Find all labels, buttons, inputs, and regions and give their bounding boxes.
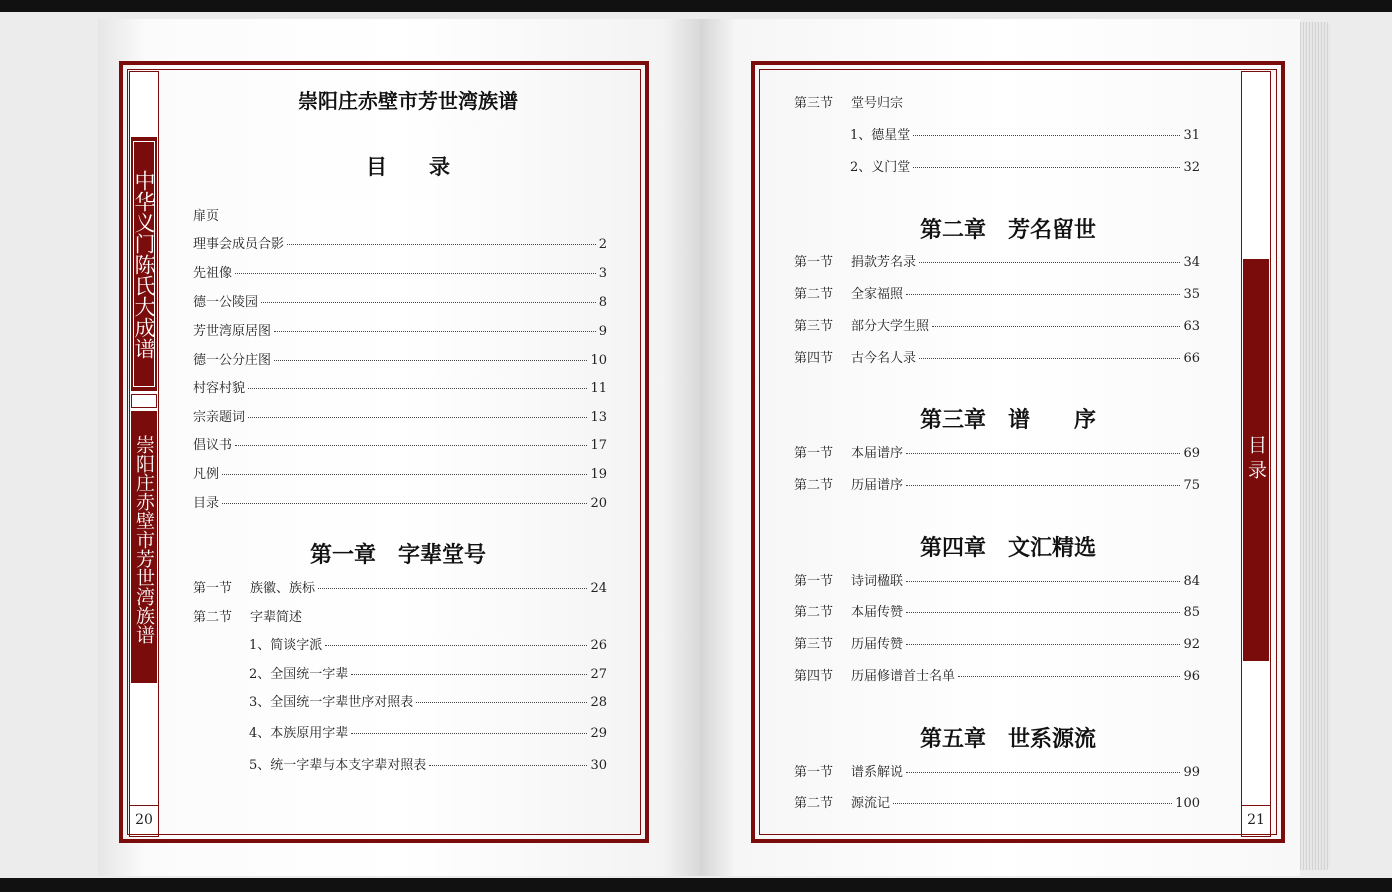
toc-page-number: 96: [1183, 669, 1200, 684]
toc-entry[interactable]: [193, 406, 607, 425]
toc-entry[interactable]: [850, 156, 1200, 175]
toc-entry[interactable]: [193, 349, 607, 368]
toc-entry-label: 历届传赞: [851, 637, 904, 652]
toc-section-number: 第二节: [794, 287, 834, 302]
toc-entry-label: 历届谱序: [851, 478, 904, 493]
toc-entry[interactable]: [249, 634, 607, 653]
toc-entry-label: 倡议书: [193, 438, 233, 453]
toc-section-number: 第四节: [794, 351, 834, 366]
toc-entry[interactable]: [193, 492, 607, 511]
toc-entry-label: 1、简谈字派: [249, 638, 323, 653]
toc-entry-label: 扉页: [193, 209, 220, 224]
toc-entry[interactable]: [794, 570, 1200, 589]
toc-entry[interactable]: [193, 463, 607, 482]
toc-entry-label: 目录: [193, 496, 220, 511]
toc-heading: 目 录: [366, 155, 450, 179]
toc-entry-label: 堂号归宗: [851, 96, 904, 111]
toc-entry[interactable]: [794, 792, 1200, 811]
spine-subtitle: 崇阳庄赤壁市芳世湾族谱: [133, 435, 155, 644]
toc-leader-dots: [906, 453, 1180, 454]
toc-entry-label: 4、本族原用字辈: [249, 726, 349, 741]
toc-leader-dots: [274, 360, 587, 361]
toc-leader-dots: [893, 803, 1172, 804]
toc-leader-dots: [351, 733, 587, 734]
toc-leader-dots: [906, 772, 1180, 773]
toc-page-number: 13: [590, 410, 607, 425]
toc-page-number: 28: [590, 695, 607, 710]
toc-leader-dots: [906, 581, 1180, 582]
toc-leader-dots: [913, 135, 1180, 136]
toc-leader-dots: [416, 702, 587, 703]
toc-section-number: 第一节: [794, 446, 834, 461]
toc-entry-label: 5、统一字辈与本支字辈对照表: [249, 758, 427, 773]
toc-entry-label: 理事会成员合影: [193, 237, 285, 252]
left-page[interactable]: [98, 19, 700, 876]
toc-section-number: 第一节: [794, 255, 834, 270]
toc-page-number: 10: [590, 353, 607, 368]
toc-entry-label: 本届谱序: [851, 446, 904, 461]
toc-entry-label: 谱系解说: [851, 765, 904, 780]
toc-section-number: 第四节: [794, 669, 834, 684]
book-title: 崇阳庄赤壁市芳世湾族谱: [298, 89, 518, 113]
toc-entry-label: 宗亲题词: [193, 410, 246, 425]
toc-page-number: 99: [1183, 765, 1200, 780]
toc-entry-label: 古今名人录: [851, 351, 917, 366]
toc-page-number: 92: [1183, 637, 1200, 652]
toc-page-number: 35: [1183, 287, 1200, 302]
toc-page-number: 19: [590, 467, 607, 482]
toc-leader-dots: [913, 167, 1180, 168]
toc-page-number: 2: [598, 237, 607, 252]
toc-entry[interactable]: [794, 283, 1200, 302]
toc-page-number: 29: [590, 726, 607, 741]
toc-section-number: 第二节: [794, 605, 834, 620]
toc-entry[interactable]: [794, 665, 1200, 684]
toc-entry-label: 3、全国统一字辈世序对照表: [249, 695, 414, 710]
toc-entry[interactable]: [193, 320, 607, 339]
toc-entry[interactable]: [193, 434, 607, 453]
chapter-title: 第五章 世系源流: [920, 727, 1097, 752]
right-page-number: 21: [1247, 812, 1265, 828]
toc-entry[interactable]: [850, 124, 1200, 143]
toc-leader-dots: [235, 445, 587, 446]
toc-leader-dots: [325, 645, 587, 646]
toc-section-number: 第三节: [794, 637, 834, 652]
chapter-title: 第三章 谱 序: [920, 408, 1097, 433]
spine-subtitle-block: [131, 411, 157, 683]
toc-entry[interactable]: [794, 92, 1200, 111]
toc-page-number: 26: [590, 638, 607, 653]
chapter-title: 第二章 芳名留世: [920, 218, 1097, 243]
toc-entry-label: 德一公陵园: [193, 295, 259, 310]
toc-entry[interactable]: [794, 761, 1200, 780]
book-spread: [98, 19, 1300, 876]
chapter1-title: 第一章 字辈堂号: [310, 543, 487, 568]
toc-leader-dots: [906, 612, 1180, 613]
toc-entry[interactable]: [249, 722, 607, 741]
toc-entry-label: 德一公分庄图: [193, 353, 272, 368]
toc-page-number: 20: [590, 496, 607, 511]
toc-leader-dots: [429, 765, 587, 766]
toc-leader-dots: [906, 644, 1180, 645]
viewer-top-bar: [0, 0, 1392, 12]
toc-page-number: 32: [1183, 160, 1200, 175]
right-page[interactable]: [700, 19, 1300, 876]
toc-page-number: 3: [598, 266, 607, 281]
toc-leader-dots: [919, 358, 1180, 359]
toc-page-number: 9: [598, 324, 607, 339]
spine-title: 中华义门陈氏大成谱: [132, 169, 156, 359]
toc-entry-label: 2、全国统一字辈: [249, 667, 349, 682]
toc-page-number: 63: [1183, 319, 1200, 334]
toc-page-number: 84: [1183, 574, 1200, 589]
toc-section-number: 第一节: [794, 765, 834, 780]
page-stack-edge: [1300, 22, 1330, 870]
toc-section-number: 第二节: [794, 796, 834, 811]
toc-leader-dots: [958, 676, 1180, 677]
toc-entry[interactable]: [193, 577, 607, 596]
toc-leader-dots: [919, 262, 1180, 263]
right-sidebar-label: 目录: [1245, 435, 1267, 485]
toc-entry[interactable]: [193, 377, 607, 396]
toc-entry-label: 先祖像: [193, 266, 233, 281]
left-page-number: 20: [135, 812, 153, 828]
toc-page-number: 24: [590, 581, 607, 596]
toc-page-number: 69: [1183, 446, 1200, 461]
toc-page-number: 27: [590, 667, 607, 682]
toc-entry[interactable]: [794, 251, 1200, 270]
toc-page-number: 17: [590, 438, 607, 453]
toc-entry[interactable]: [794, 601, 1200, 620]
toc-leader-dots: [248, 417, 587, 418]
toc-entry-label: 凡例: [193, 467, 220, 482]
toc-entry[interactable]: [193, 291, 607, 310]
toc-section-number: 第三节: [794, 96, 834, 111]
toc-entry[interactable]: [193, 262, 607, 281]
toc-entry-label: 字辈简述: [250, 610, 303, 625]
toc-leader-dots: [287, 244, 596, 245]
toc-leader-dots: [351, 674, 587, 675]
toc-entry[interactable]: [193, 606, 607, 625]
toc-entry[interactable]: [794, 347, 1200, 366]
toc-page-number: 85: [1183, 605, 1200, 620]
toc-entry[interactable]: [794, 442, 1200, 461]
toc-leader-dots: [274, 331, 596, 332]
toc-leader-dots: [906, 485, 1180, 486]
toc-leader-dots: [318, 588, 587, 589]
toc-entry-label: 部分大学生照: [851, 319, 930, 334]
toc-entry-label: 芳世湾原居图: [193, 324, 272, 339]
toc-leader-dots: [906, 294, 1180, 295]
toc-entry-label: 诗词楹联: [851, 574, 904, 589]
toc-leader-dots: [932, 326, 1180, 327]
toc-leader-dots: [222, 503, 587, 504]
toc-entry-label: 族徽、族标: [250, 581, 316, 596]
toc-entry[interactable]: [249, 754, 607, 773]
toc-section-number: 第一节: [193, 581, 233, 596]
toc-page-number: 11: [590, 381, 607, 396]
toc-entry[interactable]: [794, 315, 1200, 334]
toc-entry-label: 捐款芳名录: [851, 255, 917, 270]
toc-entry[interactable]: [794, 633, 1200, 652]
toc-entry-label: 历届修谱首士名单: [851, 669, 956, 684]
toc-page-number: 66: [1183, 351, 1200, 366]
spine-title-block: [131, 137, 157, 391]
toc-leader-dots: [248, 388, 587, 389]
toc-entry-label: 1、德星堂: [850, 128, 911, 143]
toc-section-number: 第二节: [193, 610, 233, 625]
toc-leader-dots: [235, 273, 596, 274]
toc-entry[interactable]: [193, 205, 607, 224]
toc-entry[interactable]: [249, 691, 607, 710]
toc-page-number: 75: [1183, 478, 1200, 493]
toc-leader-dots: [222, 474, 587, 475]
toc-section-number: 第三节: [794, 319, 834, 334]
toc-page-number: 30: [590, 758, 607, 773]
toc-page-number: 100: [1175, 796, 1200, 811]
spine-divider: [131, 394, 157, 408]
toc-entry[interactable]: [249, 663, 607, 682]
toc-section-number: 第一节: [794, 574, 834, 589]
toc-entry-label: 源流记: [851, 796, 891, 811]
toc-entry-label: 本届传赞: [851, 605, 904, 620]
right-sidebar-block: [1243, 259, 1269, 661]
toc-page-number: 8: [598, 295, 607, 310]
toc-entry[interactable]: [794, 474, 1200, 493]
toc-entry-label: 全家福照: [851, 287, 904, 302]
toc-entry-label: 2、义门堂: [850, 160, 911, 175]
toc-leader-dots: [261, 302, 596, 303]
toc-page-number: 31: [1183, 128, 1200, 143]
toc-entry-label: 村容村貌: [193, 381, 246, 396]
viewer-bottom-bar: [0, 878, 1392, 892]
toc-page-number: 34: [1183, 255, 1200, 270]
toc-section-number: 第二节: [794, 478, 834, 493]
chapter-title: 第四章 文汇精选: [920, 536, 1097, 561]
toc-entry[interactable]: [193, 233, 607, 252]
